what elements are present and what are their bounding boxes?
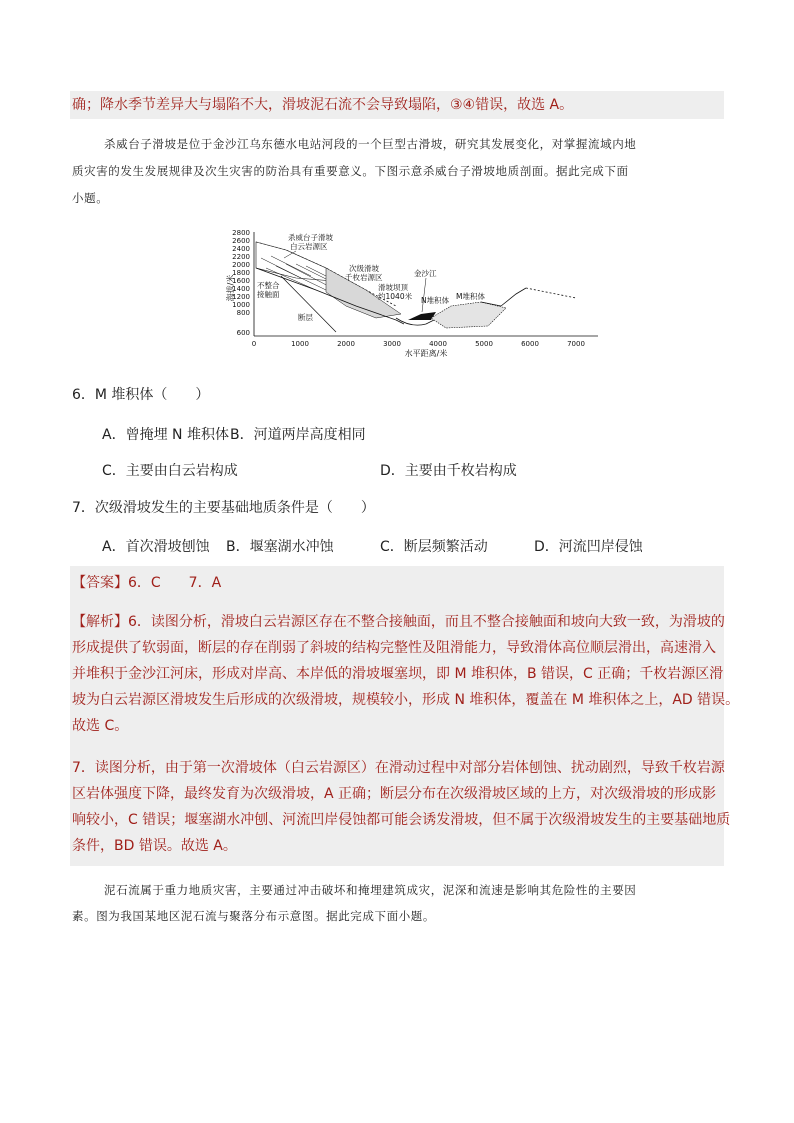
x-tick: 0 bbox=[251, 340, 257, 348]
y-tick: 1800 bbox=[232, 269, 250, 277]
y-tick: 800 bbox=[236, 309, 250, 317]
y-axis-label: 海拔/米 bbox=[226, 274, 235, 302]
analysis6-line-1 bbox=[72, 612, 725, 632]
m-deposit bbox=[431, 302, 506, 328]
q6-stem: 6．M 堆积体（ ） bbox=[72, 387, 210, 403]
answer-tag: 【答案】 bbox=[72, 575, 128, 591]
analysis7-line-1: 7．读图分析，由于第一次滑坡体（白云岩源区）在滑动过程中对部分岩体刨蚀、扰动剧烈，导致千枚岩源 bbox=[72, 760, 725, 776]
q6-option-a: A．曾掩埋 N 堆积体 bbox=[102, 427, 229, 443]
analysis6-line-5: 故选 C。 bbox=[72, 718, 129, 734]
label-unconformity-2: 接触面 bbox=[257, 290, 280, 299]
q6-option-c: C．主要由白云岩构成 bbox=[102, 463, 238, 479]
label-unconformity-1: 不整合 bbox=[257, 281, 280, 290]
intro-line-1: 杀威台子滑坡是位于金沙江乌东德水电站河段的一个巨型古滑坡，研究其发展变化，对掌握流域内地 bbox=[104, 137, 637, 151]
y-tick: 1400 bbox=[232, 285, 250, 293]
q6-option-b: B．河道两岸高度相同 bbox=[230, 427, 366, 443]
x-tick: 2000 bbox=[337, 340, 355, 348]
y-tick: 2600 bbox=[232, 237, 250, 245]
y-tick: 1600 bbox=[232, 277, 250, 285]
y-tick: 2400 bbox=[232, 245, 250, 253]
label-phyllite-source: 千枚岩源区 bbox=[345, 273, 383, 282]
label-fault: 断层 bbox=[298, 313, 313, 322]
x-tick: 3000 bbox=[383, 340, 401, 348]
label-dolomite-source: 白云岩源区 bbox=[290, 242, 328, 251]
label-dam-height: 约1040米 bbox=[378, 292, 413, 301]
q7-option-c: C．断层频繁活动 bbox=[380, 539, 488, 555]
x-tick: 4000 bbox=[429, 340, 447, 348]
intro-line-2: 质灾害的发生发展规律及次生灾害的防治具有重要意义。下图示意杀威台子滑坡地质剖面。据此完成下面 bbox=[72, 164, 629, 178]
q7-option-d: D．河流凹岸侵蚀 bbox=[534, 539, 643, 555]
answer-line bbox=[72, 573, 221, 593]
analysis6-line-4: 坡为白云岩源区滑坡发生后形成的次级滑坡，规模较小，形成 N 堆积体，覆盖在 M 堆积体之上，AD 错误。 bbox=[72, 692, 740, 708]
q7-option-b: B．堰塞湖水冲蚀 bbox=[226, 539, 334, 555]
y-tick: 2000 bbox=[232, 261, 250, 269]
x-tick: 5000 bbox=[475, 340, 493, 348]
q7-stem: 7．次级滑坡发生的主要基础地质条件是（ ） bbox=[72, 500, 375, 516]
y-tick: 600 bbox=[236, 329, 250, 337]
label-n-deposit: N堆积体 bbox=[421, 296, 450, 305]
opposite-bank-dashed bbox=[526, 288, 576, 298]
label-river: 金沙江 bbox=[414, 269, 437, 278]
landslide-cross-section-figure bbox=[226, 228, 606, 358]
answer-text: 6．C 7．A bbox=[128, 575, 222, 591]
leader-line bbox=[422, 278, 426, 312]
x-ticks bbox=[252, 340, 585, 348]
next-intro-line-1: 泥石流属于重力地质灾害，主要通过冲击破坏和掩埋建筑成灾，泥深和流速是影响其危险性的主要因 bbox=[104, 883, 637, 897]
y-tick: 1000 bbox=[232, 301, 250, 309]
analysis7-line-2: 区岩体强度下降，最终发育为次级滑坡，A 正确；断层分布在次级滑坡区域的上方，对次级滑坡的形成影 bbox=[72, 786, 717, 802]
x-tick: 7000 bbox=[567, 340, 585, 348]
previous-analysis-text: 确；降水季节差异大与塌陷不大，滑坡泥石流不会导致塌陷，③④错误，故选 A。 bbox=[72, 97, 574, 113]
q7-option-a: A．首次滑坡刨蚀 bbox=[102, 539, 210, 555]
intro-line-3: 小题。 bbox=[72, 191, 109, 205]
opposite-bank bbox=[481, 288, 526, 306]
next-intro-line-2: 素。图为我国某地区泥石流与聚落分布示意图。据此完成下面小题。 bbox=[72, 909, 435, 923]
label-dam-top: 滑坡坝顶 bbox=[378, 283, 408, 292]
y-tick: 2200 bbox=[232, 253, 250, 261]
label-secondary-slide: 次级滑坡 bbox=[349, 264, 379, 273]
x-axis-label: 水平距离/米 bbox=[404, 349, 448, 358]
label-m-deposit: M堆积体 bbox=[456, 292, 485, 301]
x-tick: 1000 bbox=[291, 340, 309, 348]
x-tick: 6000 bbox=[521, 340, 539, 348]
analysis-tag: 【解析】 bbox=[72, 614, 128, 630]
analysis6-line-1-text: 6．读图分析，滑坡白云岩源区存在不整合接触面，而且不整合接触面和坡向大致一致，为滑坡的 bbox=[128, 614, 725, 630]
y-tick: 2800 bbox=[232, 229, 250, 237]
analysis6-line-3: 并堆积于金沙江河床，形成对岸高、本岸低的滑坡堰塞坝，即 M 堆积体，B 错误，C 正确；千枚岩源区滑 bbox=[72, 666, 724, 682]
q6-option-d: D．主要由千枚岩构成 bbox=[380, 463, 517, 479]
y-tick: 1200 bbox=[232, 293, 250, 301]
analysis7-line-3: 响较小，C 错误；堰塞湖水冲刨、河流凹岸侵蚀都可能会诱发滑坡，但不属于次级滑坡发生的主要基础地质 bbox=[72, 812, 731, 828]
analysis6-line-2: 形成提供了软弱面，断层的存在削弱了斜坡的结构完整性及阻滑能力，导致滑体高位顺层滑出，高速滑入 bbox=[72, 640, 716, 656]
label-slide-name: 杀威台子滑坡 bbox=[288, 233, 333, 242]
analysis7-line-4: 条件，BD 错误。故选 A。 bbox=[72, 838, 237, 854]
